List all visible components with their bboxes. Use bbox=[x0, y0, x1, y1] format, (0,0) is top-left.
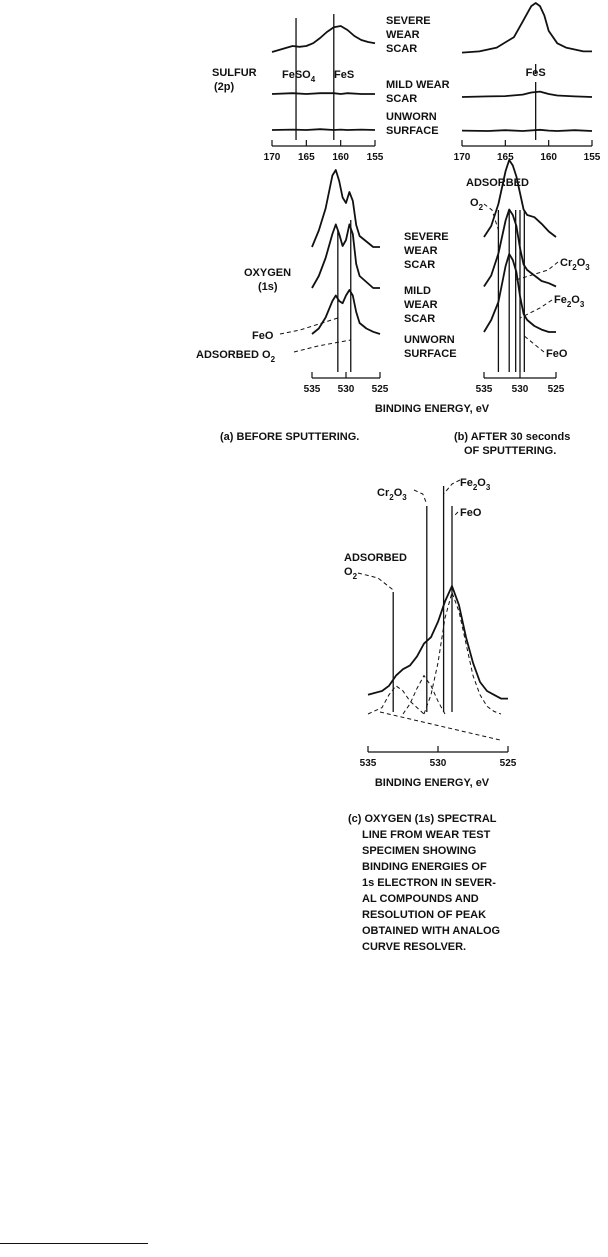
sulfur-a-axis-tick-label: 155 bbox=[366, 152, 384, 163]
row-label-sulfur: SULFUR bbox=[212, 67, 257, 79]
annotation-fe2o3-c: $Fe_2O_3$ bbox=[460, 477, 491, 492]
series-label-severe-s: SEVERE bbox=[386, 15, 431, 27]
xlabel-ab: BINDING ENERGY, eV bbox=[374, 403, 490, 415]
series-label-mild-o: MILD bbox=[404, 285, 431, 297]
series-label-wear-o2: WEAR bbox=[404, 299, 438, 311]
caption-b-line1: (b) AFTER 30 seconds bbox=[454, 431, 571, 443]
caption-c-line: BINDING ENERGIES OF bbox=[362, 861, 487, 873]
annotation-feo-b: FeO bbox=[546, 348, 568, 360]
oxygen-a-axis-tick-label: 535 bbox=[303, 384, 321, 395]
series-label-severe-o: SEVERE bbox=[404, 231, 449, 243]
chart-text bbox=[196, 15, 601, 953]
series-label-scar-o2: SCAR bbox=[404, 313, 436, 325]
oxygen-b-axis-tick-label: 530 bbox=[511, 384, 529, 395]
caption-c-line: RESOLUTION OF PEAK bbox=[362, 909, 487, 921]
annotation-cr2o3-c: $Cr_2O_3$ bbox=[377, 487, 407, 502]
adsorbed-a-leader bbox=[294, 340, 351, 352]
series-label-unworn-s: UNWORN bbox=[386, 111, 437, 123]
row-label-oxygen-sub: (1s) bbox=[258, 281, 278, 293]
annotation-adsorbed-o2-a: ADSORBED $O_2$ bbox=[196, 349, 276, 364]
caption-c-line: LINE FROM WEAR TEST bbox=[362, 829, 491, 841]
series-label-wear-s: WEAR bbox=[386, 29, 420, 41]
row-label-oxygen: OXYGEN bbox=[244, 267, 292, 279]
sulfur-a-axis-tick-label: 170 bbox=[263, 152, 281, 163]
caption-b-line2: OF SPUTTERING. bbox=[464, 445, 557, 457]
caption-c-line: (c) OXYGEN (1s) SPECTRAL bbox=[348, 813, 497, 825]
annotation-fe2o3-b: $Fe_2O_3$ bbox=[554, 294, 585, 309]
feo-a-leader bbox=[280, 318, 338, 334]
oxygen-a-curve bbox=[312, 290, 380, 334]
sulfur-b-curve bbox=[462, 130, 592, 131]
oxygen-b-axis-tick-label: 525 bbox=[547, 384, 565, 395]
series-label-surface-o: SURFACE bbox=[404, 348, 457, 360]
oxygen-a-axis-tick-label: 530 bbox=[337, 384, 355, 395]
sulfur-b-curve bbox=[462, 92, 592, 97]
o2-c-leader bbox=[358, 573, 393, 590]
annotation-feo-c: FeO bbox=[460, 507, 482, 519]
sulfur-a-axis-tick-label: 160 bbox=[332, 152, 350, 163]
oxygen-c-axis-tick-label: 535 bbox=[359, 758, 377, 769]
peak-label-fes-b: FeS bbox=[525, 67, 546, 79]
series-label-wear-o: WEAR bbox=[404, 245, 438, 257]
sulfur-a-axis-tick-label: 165 bbox=[297, 152, 315, 163]
cr2o3-c-leader bbox=[414, 490, 427, 504]
caption-c-line: AL COMPOUNDS AND bbox=[362, 893, 479, 905]
feo-b-leader bbox=[524, 336, 544, 352]
peak-label-feso4: FeSO$_4$ bbox=[282, 69, 316, 84]
footnote-rule bbox=[0, 1243, 148, 1244]
annotation-adsorbed-b: ADSORBED bbox=[466, 177, 529, 189]
oxygen-a-curve bbox=[312, 224, 380, 288]
caption-c-line: CURVE RESOLVER. bbox=[362, 941, 467, 953]
baseline-line bbox=[380, 712, 500, 740]
oxygen-c-axis-tick-label: 530 bbox=[429, 758, 447, 769]
annotation-o2-b: $O_2$ bbox=[470, 197, 484, 212]
oxygen-b-axis-tick-label: 535 bbox=[475, 384, 493, 395]
oxygen-c-axis-tick-label: 525 bbox=[499, 758, 517, 769]
peak-label-fes: FeS bbox=[334, 69, 355, 81]
row-label-sulfur-sub: (2p) bbox=[214, 81, 235, 93]
caption-c-line: SPECIMEN SHOWING bbox=[362, 845, 477, 857]
series-label-surface-s: SURFACE bbox=[386, 125, 439, 137]
caption-c-line: OBTAINED WITH ANALOG bbox=[362, 925, 501, 937]
sulfur-b-axis-tick-label: 155 bbox=[583, 152, 601, 163]
sulfur-b-axis-tick-label: 165 bbox=[496, 152, 514, 163]
component-peak-curve bbox=[403, 676, 445, 714]
sulfur-b-curve bbox=[462, 3, 592, 53]
sulfur-b-axis-tick-label: 170 bbox=[453, 152, 471, 163]
caption-a: (a) BEFORE SPUTTERING. bbox=[220, 431, 360, 443]
annotation-cr2o3-b: $Cr_2O_3$ bbox=[560, 257, 590, 272]
annotation-adsorbed-c: ADSORBED bbox=[344, 552, 407, 564]
xlabel-c: BINDING ENERGY, eV bbox=[374, 777, 490, 789]
sulfur-a-curve bbox=[272, 26, 375, 52]
fe2o3-c-leader bbox=[444, 480, 460, 494]
annotation-o2-c: $O_2$ bbox=[344, 566, 358, 581]
sulfur-a-curve bbox=[272, 129, 375, 130]
series-label-unworn-o: UNWORN bbox=[404, 334, 455, 346]
series-label-mild-s: MILD WEAR bbox=[386, 79, 450, 91]
series-label-scar-s: SCAR bbox=[386, 43, 418, 55]
annotation-feo-a: FeO bbox=[252, 330, 274, 342]
caption-c-line: 1s ELECTRON IN SEVER- bbox=[362, 877, 496, 889]
oxygen-a-axis-tick-label: 525 bbox=[371, 384, 389, 395]
sulfur-b-axis-tick-label: 160 bbox=[540, 152, 558, 163]
oxygen-a-curve bbox=[312, 170, 380, 247]
sulfur-a-curve bbox=[272, 93, 375, 94]
series-label-scar-o: SCAR bbox=[404, 259, 436, 271]
resolved-peak-curve bbox=[368, 586, 508, 699]
series-label-scar-s2: SCAR bbox=[386, 93, 418, 105]
component-peak-curve bbox=[424, 592, 501, 714]
component-peak-curve bbox=[368, 686, 424, 714]
feo-c-leader bbox=[454, 512, 458, 516]
